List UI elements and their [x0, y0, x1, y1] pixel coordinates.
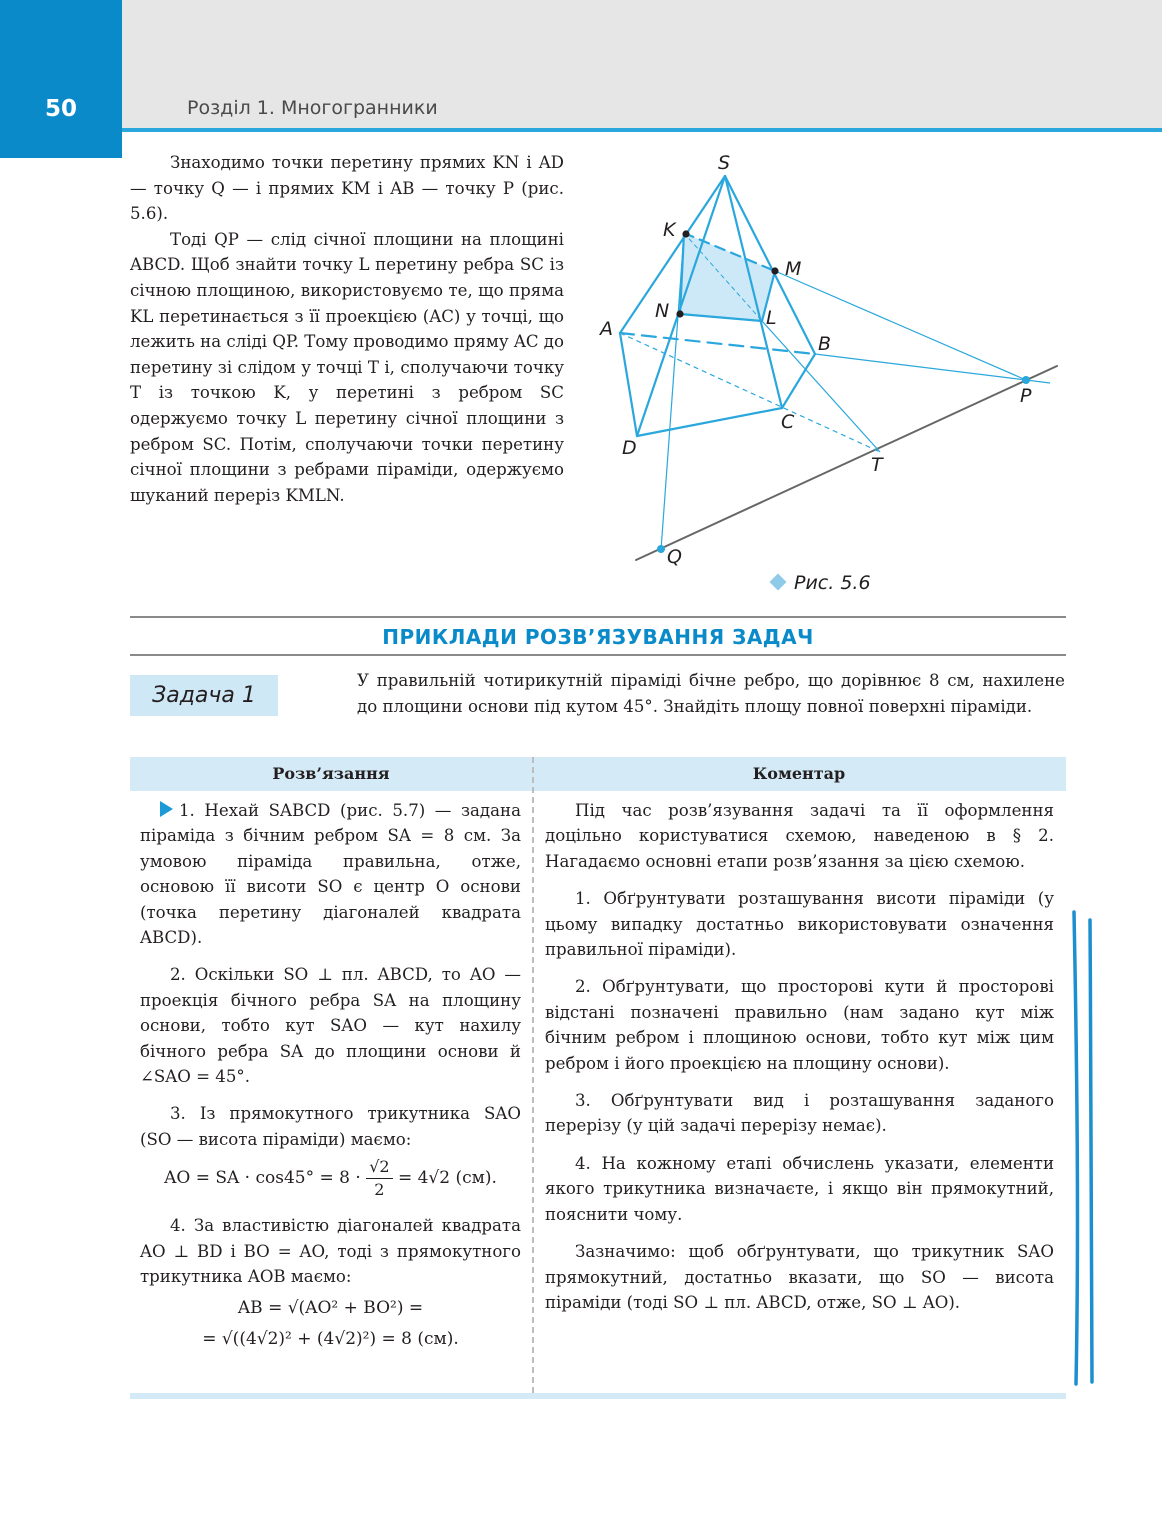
task-badge: Задача 1 [130, 675, 278, 716]
task-statement: У правильній чотирикутній піраміді бічне ребро, що дорівнює 8 см, нахилене до площини основи під кутом 45°. Знайдіть площу повної поверхні піраміди. [357, 671, 1065, 716]
comment-step-4: 4. На кожному етапі обчислень указати, елементи якого трикутника визначаєте, і якщо він прямокутний, пояснити чому. [545, 1153, 1054, 1224]
table-header [130, 757, 1066, 791]
pyramid-section-figure [595, 148, 1065, 568]
label-K: K [663, 219, 676, 241]
formula-ab-1: AB = √(AO² + BO²) = [237, 1297, 424, 1318]
intro-paragraph-1: Знаходимо точки перетину прямих KN і AD — точку Q — і прямих KM і AB — точку P (рис. 5.6). [130, 153, 564, 224]
comment-step-2: 2. Обґрунтувати, що просторові кути й просторові відстані позначені правильно (нам задано кут між бічним ребром і площиною основи, тобто кут між цим ребром і його проекцією на площину основи). [545, 977, 1054, 1073]
section-title: ПРИКЛАДИ РОЗВ’ЯЗУВАННЯ ЗАДАЧ [382, 625, 814, 649]
intro-text [130, 150, 564, 508]
solution-step-3: 3. Із прямокутного трикутника SAO (SO — висота піраміди) маємо: [140, 1104, 521, 1149]
formula-ab-2: = √((4√2)² + (4√2)²) = 8 (см). [202, 1328, 459, 1349]
formula-ao-left: AO = SA · cos45° = 8 · [164, 1168, 361, 1189]
label-P: P [1020, 385, 1032, 407]
label-C: C [781, 411, 795, 433]
page-tab [0, 0, 122, 158]
comment-step-1: 1. Обґрунтувати розташування висоти піраміди (у цьому випадку достатньо використовувати означення правильної піраміди). [545, 889, 1054, 960]
solution-column [140, 798, 521, 1364]
label-S: S [718, 152, 731, 174]
table-bottom-bar [130, 1393, 1066, 1399]
page-number: 50 [44, 96, 77, 122]
label-A: A [600, 318, 613, 340]
section-rule-bottom [130, 654, 1066, 656]
formula-ao-fraction [366, 1156, 392, 1201]
figure-caption [772, 572, 871, 594]
running-head: Розділ 1. Многогранники [187, 97, 438, 119]
label-Q: Q [667, 546, 682, 568]
label-T: T [871, 454, 883, 476]
play-icon [160, 801, 173, 817]
figure-caption-text: Рис. 5.6 [794, 572, 871, 594]
solution-column-header: Розв’язання [272, 764, 390, 783]
comment-intro: Під час розв’язування задачі та її оформлення доцільно користуватися схемою, наведеною в § 2. Нагадаємо основні етапи розв’язання за цією схемою. [545, 801, 1054, 871]
comment-step-3: 3. Обґрунтувати вид і розташування заданого перерізу (у цій задачі перерізу немає). [545, 1091, 1054, 1136]
section-rule-top [130, 616, 1066, 618]
intro-paragraph-2: Тоді QP — слід січної площини на площині ABCD. Щоб знайти точку L перетину ребра SC із січною площиною, використовуємо те, що пряма KL перетинається з її проекцією (AC) у точці, що лежить на сліді QP. Тому проводимо пряму AC до перетину зі слідом у точці T і, сполучаючи точку T із точкою K, у перетині з ребром SC одержуємо точку L перетину січної площини з ребром SC. Потім, сполучаючи точки перетину січної площини з ребрами піраміди, одержуємо шуканий переріз KMLN. [130, 229, 565, 505]
label-M: M [785, 258, 802, 280]
fraction-numerator: √2 [366, 1156, 392, 1179]
label-N: N [655, 300, 670, 322]
margin-marker-lines [1068, 908, 1098, 1388]
solution-step-4: 4. За властивістю діагоналей квадрата AO ⊥ BD і BO = AO, тоді з прямокутного трикутника AOB маємо: [140, 1216, 521, 1287]
comment-column-header: Коментар [752, 764, 846, 783]
comment-column [545, 798, 1054, 1327]
label-B: B [818, 333, 832, 355]
label-D: D [622, 437, 637, 459]
diamond-icon [770, 574, 787, 591]
header-band [0, 0, 1162, 128]
comment-note: Зазначимо: щоб обґрунтувати, що трикутник SAO прямокутний, достатньо вказати, що SO — висота піраміди (тоді SO ⊥ пл. ABCD, отже, SO ⊥ AO). [545, 1242, 1054, 1312]
formula-ao-right: = 4√2 (см). [397, 1168, 497, 1189]
solution-step-2: 2. Оскільки SO ⊥ пл. ABCD, то AO — проекція бічного ребра SA на площину основи, тобто кут SAO — кут нахилу бічного ребра SA до площини основи й ∠SAO = 45°. [140, 965, 521, 1087]
fraction-denominator: 2 [374, 1180, 385, 1200]
formula-ao [140, 1156, 521, 1201]
column-divider [532, 757, 534, 1393]
header-rule [122, 128, 1162, 132]
label-L: L [766, 307, 777, 329]
solution-step-1: 1. Нехай SABCD (рис. 5.7) — задана піраміда з бічним ребром SA = 8 см. За умовою піраміда правильна, отже, основою її висоти SO є центр O основи (точка перетину діагоналей квадрата ABCD). [140, 801, 521, 948]
